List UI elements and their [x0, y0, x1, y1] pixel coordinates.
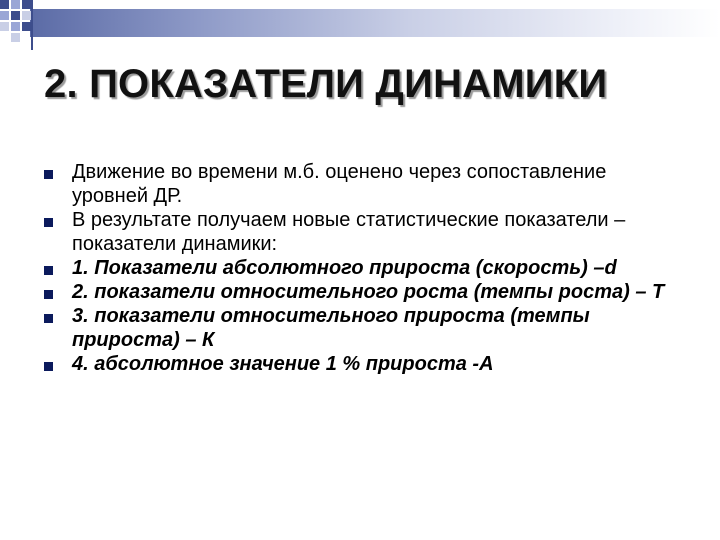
- square-bullet-icon: [44, 266, 53, 275]
- bullet-text: 1. Показатели абсолютного прироста (скорость) –d: [72, 257, 617, 279]
- bullet-item: [44, 280, 684, 304]
- bullet-item: [44, 208, 684, 256]
- bullet-text: В результате получаем новые статистические показатели – показатели динамики:: [72, 209, 626, 255]
- deco-square: [11, 33, 20, 42]
- square-bullet-icon: [44, 290, 53, 299]
- deco-square: [22, 22, 31, 31]
- accent-line: [31, 0, 33, 50]
- square-bullet-icon: [44, 314, 53, 323]
- bullet-text: 2. показатели относительного роста (темпы роста) – Т: [72, 281, 665, 303]
- bullet-list: [44, 160, 684, 376]
- bullet-text: 4. абсолютное значение 1 % прироста -А: [72, 353, 494, 375]
- square-bullet-icon: [44, 362, 53, 371]
- bullet-text: 3. показатели относительного прироста (темпы прироста) – К: [72, 305, 590, 351]
- bullet-text: Движение во времени м.б. оценено через сопоставление уровней ДР.: [72, 161, 607, 207]
- slide-title: 2. ПОКАЗАТЕЛИ ДИНАМИКИ: [44, 62, 608, 106]
- gradient-band: [30, 9, 720, 37]
- deco-square: [22, 0, 31, 9]
- deco-square: [0, 0, 9, 9]
- bullet-item: [44, 160, 684, 208]
- square-bullet-icon: [44, 170, 53, 179]
- deco-square: [11, 0, 20, 9]
- deco-square: [0, 11, 9, 20]
- bullet-item: [44, 256, 684, 280]
- deco-square: [22, 11, 31, 20]
- decorative-header: [0, 0, 720, 60]
- deco-square: [11, 11, 20, 20]
- deco-square: [11, 22, 20, 31]
- square-bullet-icon: [44, 218, 53, 227]
- deco-square: [0, 22, 9, 31]
- bullet-item: [44, 352, 684, 376]
- bullet-item: [44, 304, 684, 352]
